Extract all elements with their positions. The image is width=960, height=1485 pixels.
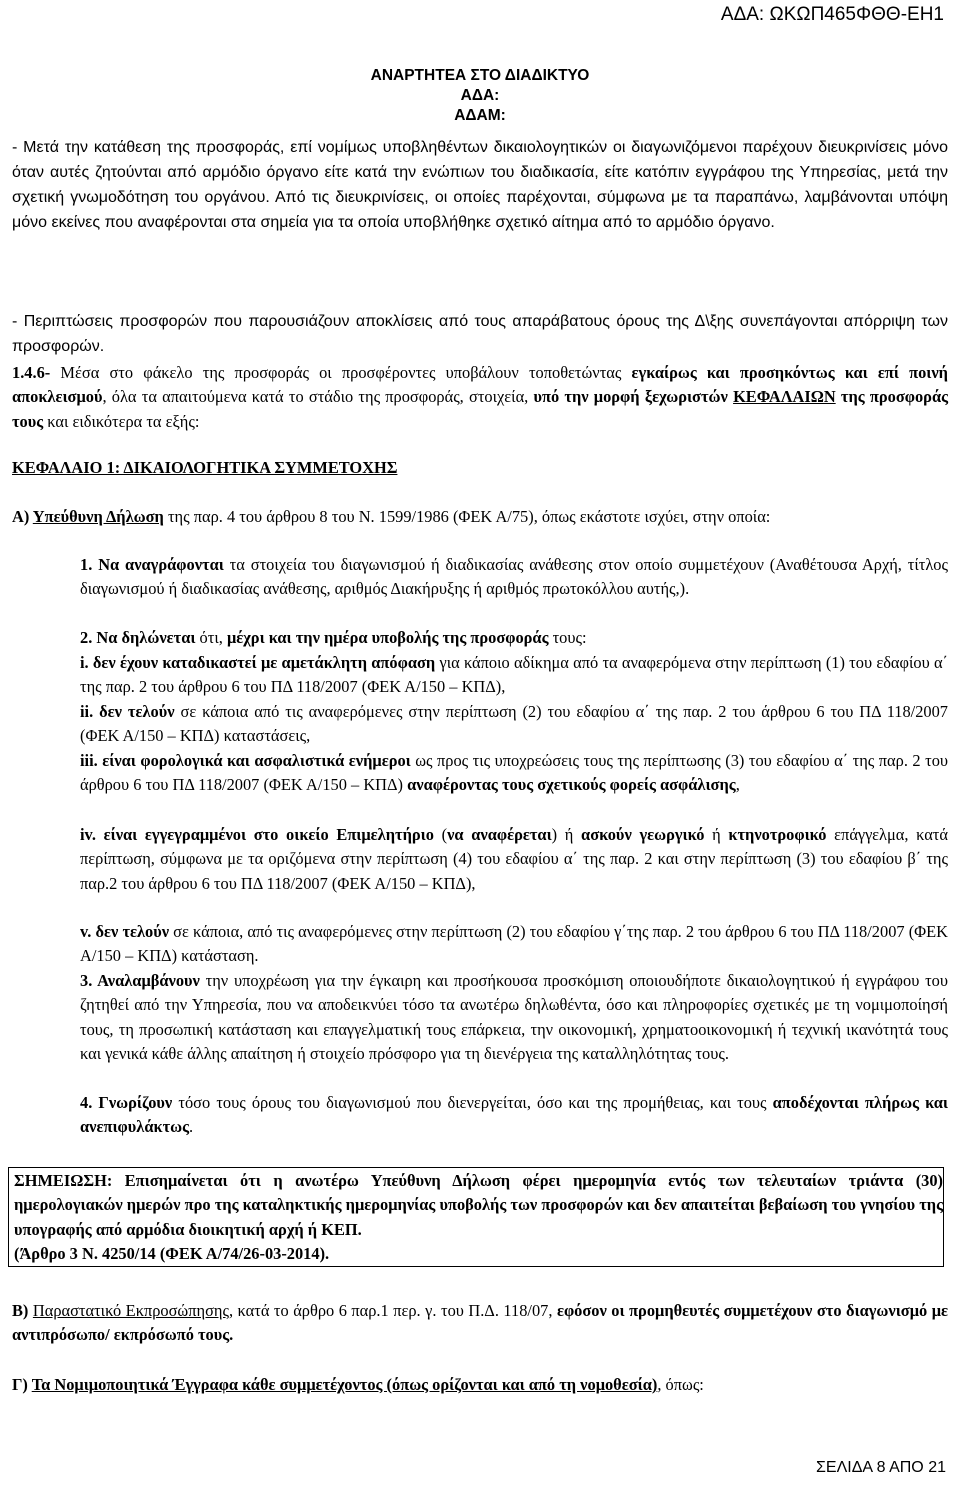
- item-4: 4. Γνωρίζουν τόσο τους όρους του διαγωνισμού που διενεργείται, όσο και της προμήθειας, και τους αποδέχονται πλήρως και ανεπιφυλάκτως.: [80, 1093, 948, 1137]
- note-reference: (Άρθρο 3 Ν. 4250/14 (ΦΕΚ Α/74/26-03-2014).: [14, 1243, 330, 1263]
- page-footer: ΣΕΛΙΔΑ 8 ΑΠΟ 21: [816, 1459, 946, 1476]
- item-2-iii: iii. είναι φορολογικά και ασφαλιστικά ενήμεροι ως προς τις υποχρεώσεις τους της περίπτωσης (3) του εδαφίου α΄ της παρ. 2 του άρθρου 6 του ΠΔ 118/2007 (ΦΕΚ Α/150 – ΚΠΔ) αναφέροντας τους σχετικούς φορείς ασφάλισης,: [80, 751, 948, 795]
- item-2-ii: ii. δεν τελούν σε κάποια από τις αναφερόμενες στην περίπτωση (2) του εδαφίου α΄ της παρ. 2 του άρθρου 6 του ΠΔ 118/2007 (ΦΕΚ Α/150 – ΚΠΔ) καταστάσεις,: [80, 702, 949, 746]
- item-2: 2. Να δηλώνεται ότι, μέχρι και την ημέρα υποβολής της προσφοράς τους:: [80, 628, 587, 647]
- header-line-1: ΑΝΑΡΤΗΤΕΑ ΣΤΟ ΔΙΑΔΙΚΤΥΟ: [370, 67, 590, 84]
- section-a: Α) Υπεύθυνη Δήλωση της παρ. 4 του άρθρου 8 του Ν. 1599/1986 (ΦΕΚ Α/75), όπως εκάστοτε ισχύει, στην οποία:: [12, 507, 771, 526]
- item-2-i: i. δεν έχουν καταδικαστεί με αμετάκλητη απόφαση για κάποιο αδίκημα από τα αναφερόμενα στην περίπτωση (1) του εδαφίου α΄ της παρ. 2 του άρθρου 6 του ΠΔ 118/2007 (ΦΕΚ Α/150 – ΚΠΔ),: [80, 653, 948, 697]
- item-1: 1. Να αναγράφονται τα στοιχεία του διαγωνισμού ή διαδικασίας ανάθεσης στον οποίο συμμετέχουν (Αναθέτουσα Αρχή, τίτλος διαγωνισμού ή διαδικασίας ανάθεσης, αριθμός Διακήρυξης ή αριθμός πρωτοκόλλου αυτής,).: [80, 555, 948, 599]
- header-line-2: ΑΔΑ:: [460, 87, 500, 104]
- doc-id: ΑΔΑ: ΩΚΩΠ465ΦΘΘ-ΕΗ1: [720, 4, 944, 25]
- header-block: [0, 66, 960, 126]
- section-b: Β) Παραστατικό Εκπροσώπησης, κατά το άρθρο 6 παρ.1 περ. γ. του Π.Δ. 118/07, εφόσον οι προμηθευτές συμμετέχουν στο διαγωνισμό με αντιπρόσωπο/ εκπρόσωπό τους.: [12, 1301, 948, 1345]
- item-2-v: v. δεν τελούν σε κάποια, από τις αναφερόμενες στην περίπτωση (2) του εδαφίου γ΄της παρ. 2 του άρθρου 6 του ΠΔ 118/2007 (ΦΕΚ Α/150 – ΚΠΔ) κατάσταση.: [80, 922, 948, 966]
- section-1-4-6: 1.4.6- Μέσα στο φάκελο της προσφοράς οι προσφέροντες υποβάλουν τοποθετώντας εγκαίρως και προσηκόντως και επί ποινή αποκλεισμού, όλα τα απαιτούμενα κατά το στάδιο της προσφοράς, στοιχεία, υπό την μορφή ξεχωριστών ΚΕΦΑΛΑΙΩΝ της προσφοράς τους και ειδικότερα τα εξής:: [12, 363, 949, 431]
- note-text: ΣΗΜΕΙΩΣΗ: Επισημαίνεται ότι η ανωτέρω Υπεύθυνη Δήλωση φέρει ημερομηνία εντός των τελευταίων τριάντα (30) ημερολογιακών ημερών προ της καταληκτικής ημερομηνίας υποβολής των προσφορών και δεν απαιτείται βεβαίωση του γνησίου της υπογραφής από αρμόδια διοικητική αρχή ή ΚΕΠ.: [14, 1171, 943, 1239]
- header-line-3: ΑΔΑΜ:: [454, 107, 506, 124]
- chapter-1-heading: ΚΕΦΑΛΑΙΟ 1: ΔΙΚΑΙΟΛΟΓΗΤΙΚΑ ΣΥΜΜΕΤΟΧΗΣ: [12, 458, 398, 477]
- item-2-iv: iv. είναι εγγεγραμμένοι στο οικείο Επιμελητήριο (να αναφέρεται) ή ασκούν γεωργικό ή κτηνοτροφικό επάγγελμα, κατά περίπτωση, σύμφωνα με τα οριζόμενα στην περίπτωση (4) του εδαφίου α΄ της παρ. 2 και στην περίπτωση (3) του εδαφίου β΄ της παρ.2 του άρθρου 6 του ΠΔ 118/2007 (ΦΕΚ Α/150 – ΚΠΔ),: [80, 825, 948, 893]
- item-3: 3. Αναλαμβάνουν την υποχρέωση για την έγκαιρη και προσήκουσα προσκόμιση οποιουδήποτε δικαιολογητικού ή εγγράφου του ζητηθεί από την Υπηρεσία, που να αποδεικνύει τόσο τα ανωτέρω δηλωθέντα, όσο και πληροφορίες σχετικές με τη νομιμοποίησή τους, τη προσωπική κατάσταση και επαγγελματική τους επάρκεια, την οικονομική, χρηματοοικονομική ή τεχνική ικανότητά τους και γενικά κάθε άλλης απαίτηση ή στοιχείο πρόσφορο για τη διενέργεια της καταλληλότητας τους.: [80, 971, 948, 1063]
- intro-paragraph-2: - Περιπτώσεις προσφορών που παρουσιάζουν αποκλίσεις από τους απαράβατους όρους της Δ\ξης συνεπάγονται απόρριψη των προσφορών.: [12, 313, 948, 355]
- section-c: Γ) Τα Νομιμοποιητικά Έγγραφα κάθε συμμετέχοντος (όπως ορίζονται και από τη νομοθεσία), όπως:: [12, 1375, 704, 1394]
- note-box: [8, 1167, 944, 1267]
- intro-paragraph-1: - Μετά την κατάθεση της προσφοράς, επί νομίμως υποβληθέντων δικαιολογητικών οι διαγωνιζόμενοι παρέχουν διευκρινίσεις μόνο όταν αυτές ζητούνται από αρμόδιο όργανο είτε κατά την ενώπιων του διαδικασία, είτε κατόπιν εγγράφου της Υπηρεσίας, μετά την σχετική γνωμοδότηση του οργάνου. Από τις διευκρινίσεις, οι οποίες παρέχονται, σύμφωνα με τα παραπάνω, λαμβάνονται υπόψη μόνο εκείνες που αναφέρονται στα σημεία για τα οποία υποβλήθηκε σχετικό αίτημα από το αρμόδιο όργανο.: [12, 139, 948, 231]
